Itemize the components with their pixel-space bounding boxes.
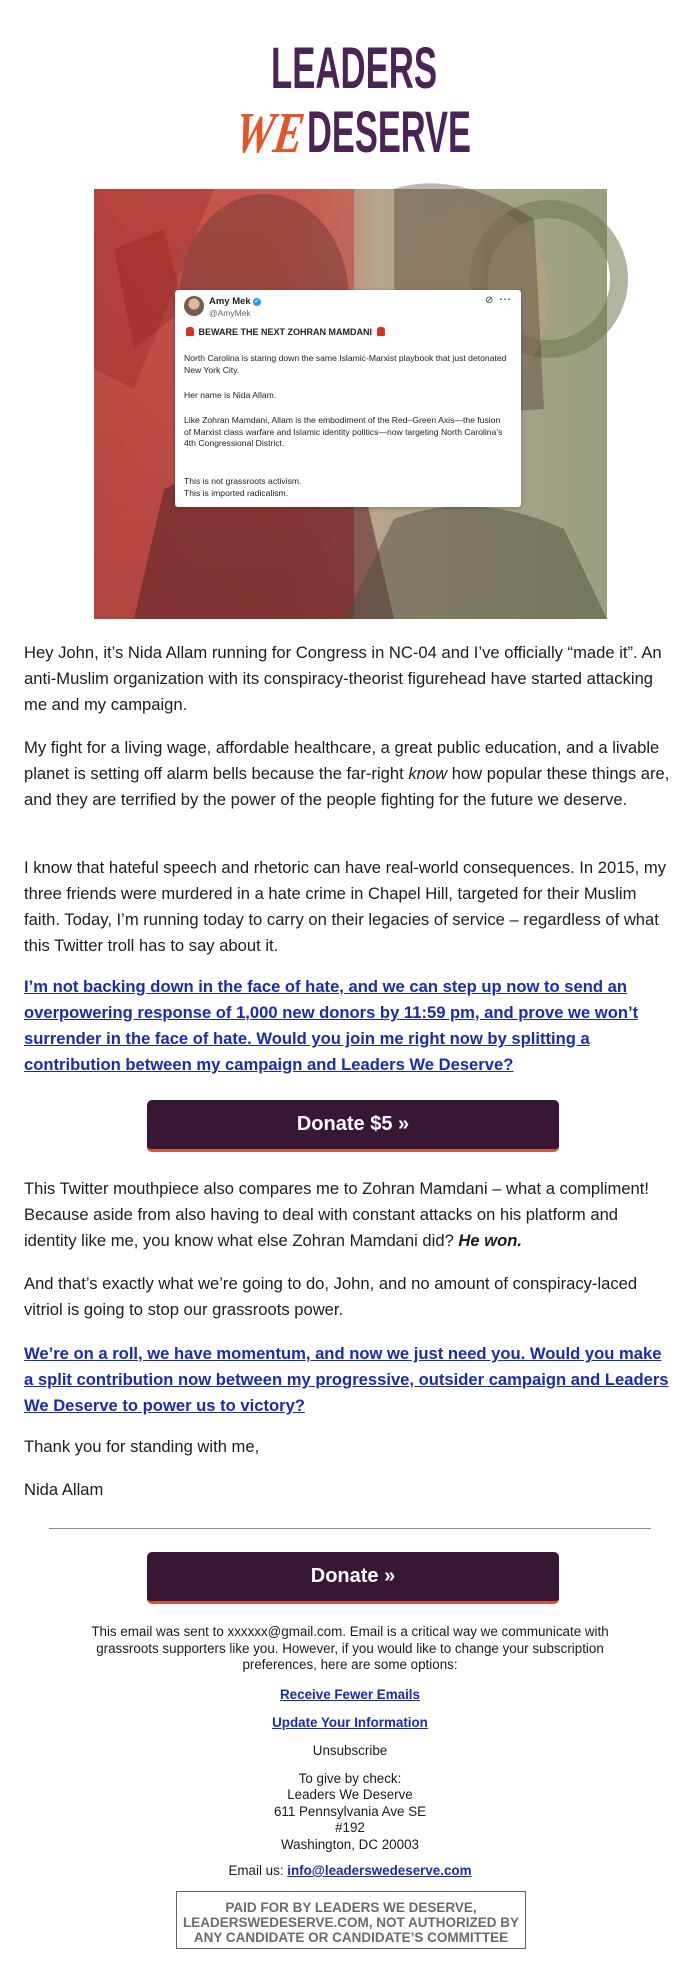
tweet-paragraph: Like Zohran Mamdani, Allam is the embodiment of the Red–Green Axis—the fusion of Marxist class warfare and Islamic identity politics—now targeting North Carolina’s 4th Congressional District. — [184, 415, 503, 448]
paid-for-disclaimer — [176, 1891, 526, 1949]
tweet-paragraph: Her name is Nida Allam. — [184, 390, 277, 400]
receive-fewer-emails-link[interactable]: Receive Fewer Emails — [280, 1687, 420, 1702]
siren-icon — [377, 327, 385, 336]
body-paragraph: And that’s exactly what we’re going to do, John, and no amount of conspiracy-laced vitriol is going to stop our grassroots power. — [24, 1274, 638, 1319]
footer-link-row — [60, 1687, 640, 1704]
body-text: how popular these things are, and they are terrified by the power of the people fighting for the future we deserve. — [24, 764, 670, 809]
donate-button[interactable]: Donate » — [147, 1552, 559, 1604]
contact-email-link[interactable]: info@leaderswedeserve.com — [287, 1863, 472, 1878]
tweet-paragraph: This is not grassroots activism. — [184, 476, 302, 486]
body-paragraph: I know that hateful speech and rhetoric can have real-world consequences. In 2015, my three friends were murdered in a hate crime in Chapel Hill, targeted for their Muslim faith. Today, I’m running today to carry on their legacies of service – regardless of what this Twitter troll has to say about it. — [24, 858, 667, 955]
logo-leaders: LEADERS — [271, 36, 437, 101]
address-line: 611 Pennsylvania Ave SE — [273, 1804, 427, 1819]
tweet-author — [209, 296, 261, 307]
grok-icon: ⊘ — [485, 295, 494, 306]
tweet-handle: @AmyMek — [209, 308, 251, 318]
tweet-headline-text: BEWARE THE NEXT ZOHRAN MAMDANI — [198, 327, 373, 337]
logo-we: WE — [231, 100, 331, 165]
more-options-icon: ⋯ — [499, 292, 511, 306]
split-contribution-link-2[interactable]: We’re on a roll, we have momentum, and now we just need you. Would you make a split contribution now between my progressive, outsider campaign and Leaders We Deserve to power us to victory? — [24, 1344, 669, 1415]
body-text: This Twitter mouthpiece also compares me to Zohran Mamdani – what a compliment! Because aside from also having to deal with constant attacks on his platform and identity like me, you know what else Zohran Mamdani did? — [24, 1179, 649, 1250]
check-org: Leaders We Deserve — [287, 1787, 413, 1802]
footer-link-row — [60, 1715, 640, 1732]
email-label: Email us: — [228, 1863, 288, 1878]
tweet-avatar — [184, 296, 204, 316]
disclaimer-line: PAID FOR BY LEADERS WE DESERVE, — [225, 1900, 477, 1915]
address-line: #192 — [335, 1820, 365, 1835]
embedded-tweet — [175, 290, 521, 507]
logo-deserve: DESERVE — [307, 100, 471, 165]
divider — [49, 1528, 651, 1529]
body-text: My fight for a living wage, affordable healthcare, a great public education, and a livable planet is setting off alarm bells because the far-right — [24, 738, 660, 783]
verified-badge-icon: ✓ — [254, 299, 260, 305]
disclaimer-line: ANY CANDIDATE OR CANDIDATE’S COMMITTEE — [193, 1930, 509, 1945]
disclaimer-line: LEADERSWEDESERVE.COM, NOT AUTHORIZED BY — [182, 1915, 520, 1930]
address-line: Washington, DC 20003 — [281, 1837, 419, 1852]
tweet-author-name: Amy Mek — [209, 296, 251, 307]
footer-email-row — [60, 1863, 640, 1880]
check-label: To give by check: — [298, 1771, 402, 1786]
hero-image — [94, 189, 607, 619]
tweet-paragraph: North Carolina is staring down the same Islamic-Marxist playbook that just detonated New York City. — [184, 353, 507, 375]
tweet-headline — [184, 327, 387, 337]
body-paragraph: Hey John, it’s Nida Allam running for Congress in NC-04 and I’ve officially “made it”. An anti-Muslim organization with its conspiracy-theorist figurehead have started attacking me and my campaign. — [24, 643, 662, 714]
signature-name: Nida Allam — [24, 1480, 104, 1499]
donate-5-button[interactable]: Donate $5 » — [147, 1100, 559, 1152]
split-contribution-link[interactable]: I’m not backing down in the face of hate, and we can step up now to send an overpowering response of 1,000 new donors by 11:59 pm, and prove we won’t surrender in the face of hate. Would you join me right now by splitting a contribution between my campaign and Leaders We Deserve? — [24, 977, 639, 1074]
body-emphasis: know — [408, 764, 448, 783]
siren-icon — [186, 327, 194, 336]
sign-off: Thank you for standing with me, — [24, 1437, 260, 1456]
unsubscribe-link[interactable]: Unsubscribe — [312, 1743, 388, 1758]
footer-sent-notice: This email was sent to xxxxxx@gmail.com. Email is a critical way we communicate with grassroots supporters like you. However, if you would like to change your subscription preferences, here are some options: — [91, 1624, 609, 1672]
body-bold-emphasis: He won. — [458, 1231, 523, 1250]
tweet-paragraph: This is imported radicalism. — [184, 488, 289, 498]
leaders-we-deserve-logo — [231, 30, 472, 165]
body-paragraph — [24, 735, 674, 813]
body-paragraph — [24, 1176, 674, 1254]
update-information-link[interactable]: Update Your Information — [272, 1715, 428, 1730]
